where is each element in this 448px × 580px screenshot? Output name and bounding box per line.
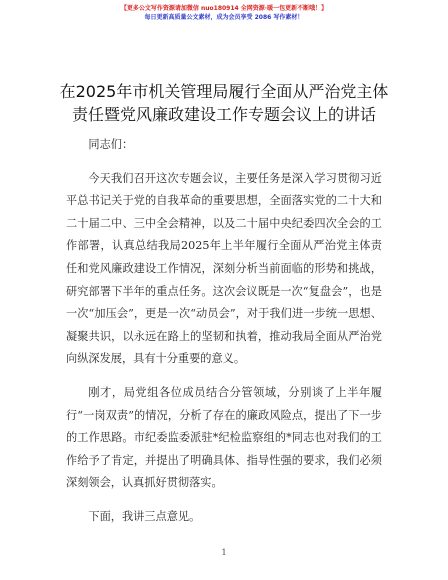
paragraph-3: 下面，我讲三点意见。 bbox=[88, 509, 201, 523]
promo-banner bbox=[0, 4, 448, 22]
document-title-line-1: 在2025年市机关管理局履行全面从严治党主体 bbox=[59, 82, 389, 101]
page-number: 1 bbox=[221, 548, 227, 557]
promo-banner-line-2: 每日更新高质量公文素材，成为会员享受 2086 写作素材！ bbox=[144, 14, 304, 21]
document-title bbox=[50, 80, 398, 126]
paragraph-1: 今天我们召开这次专题会议，主要任务是深入学习贯彻习近平总书记关于党的自我革命的重要思想，全面落实党的二十大和二十届二中、三中全会精神，以及二十届中央纪委四次全会的工作部署，认真总结我局2025年上半年履行全面从严治党主体责任和党风廉政建设工作情况，深刻分析当前面临的形势和挑战，研究部署下半年的重点任务。这次会议既是一次“复盘会”，也是一次“加压会”，更是一次“动员会”，对于我们进一步统一思想、凝聚共识，以永远在路上的坚韧和执着，推动我局全面从严治党向纵深发展，具有十分重要的意义。 bbox=[66, 171, 382, 366]
promo-banner-line-1: 【更多公文写作资源请加微信 nuo180914 全网资源·暖一包更新不断哦！】 bbox=[120, 5, 328, 12]
document-body bbox=[66, 134, 382, 529]
paragraph-2: 刚才，局党组各位成员结合分管领域，分别谈了上半年履行“一岗双责”的情况，分析了存在的廉政风险点，提出了下一步的工作思路。市纪委监委派驻*纪检监察组的*同志也对我们的工作给予了肯定，并提出了明确具体、指导性强的要求，我们必须深刻领会，认真抓好贯彻落实。 bbox=[66, 385, 382, 490]
salutation: 同志们： bbox=[88, 138, 134, 151]
document-title-line-2: 责任暨党风廉政建设工作专题会议上的讲话 bbox=[71, 105, 376, 124]
